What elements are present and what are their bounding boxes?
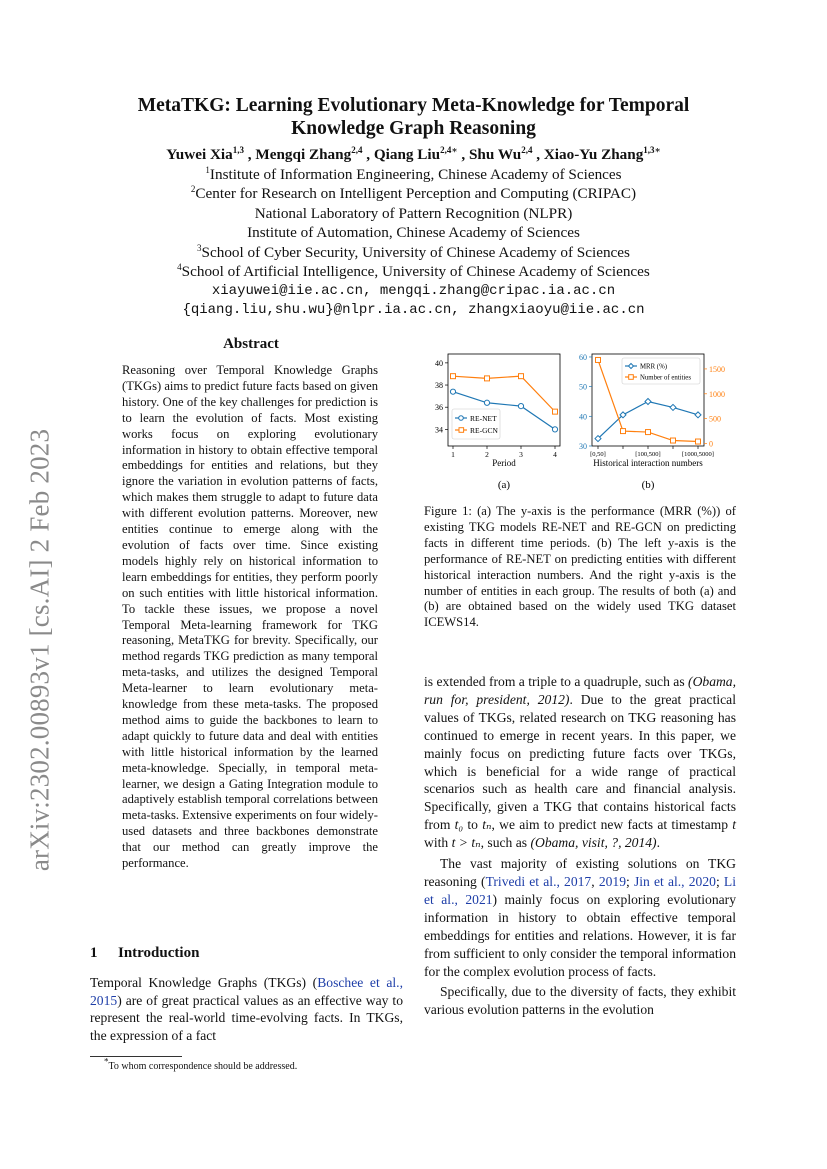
chart-a-point [451, 374, 456, 379]
aff-text: Institute of Information Engineering, Chinese Academy of Sciences [209, 165, 622, 183]
footnote-mark: * [104, 1056, 109, 1067]
chart-b-legend-label: Number of entities [640, 374, 691, 382]
abstract-body: Reasoning over Temporal Knowledge Graphs (TKGs) aims to predict future facts based on given history. One of the key challenges for prediction is to learn the evolution of facts. Most existing works focus on exploring evolutionary information in history to obtain effective temporal embeddings for entities and relations, but they ignore the variation in evolution patterns of facts, which makes them struggle to adapt to future data with different evolution patterns. Moreover, new entities continue to emerge along with the evolution of facts over time. Since existing models highly rely on historical information to learn embeddings for entities, they perform poorly on such entities with little historical information. To tackle these issues, we propose a novel Temporal Meta-learning framework for TKG reasoning, MetaTKG for brevity. Specifically, our method regards TKG prediction as many temporal meta-tasks, and utilizes the designed Temporal Meta-learner to learn evolutionary meta-knowledge from these meta-tasks. The proposed method aims to guide the backbones to learn to adapt quickly to future data and deal with entities with little historical information by the learned meta-knowledge. Specially, in temporal meta-learner, we design a Gating Integration module to adaptively establish temporal correlations between meta-tasks. Extensive experiments on four widely-used datasets and three backbones demonstrate that our method can greatly improve the performance. [122, 363, 379, 871]
author-2: Mengqi Zhang [255, 146, 352, 163]
arxiv-sidebar [10, 380, 70, 920]
chart-a-line-re-gcn [453, 376, 555, 411]
aff-text: Center for Research on Intelligent Perception and Computing (CRIPAC) [195, 185, 637, 202]
author-names [100, 145, 727, 165]
chart-a-point [484, 400, 489, 405]
chart-b-xtick-label: [1000,5000] [682, 451, 714, 458]
chart-b [572, 350, 737, 495]
text-run: The vast majority of existing solutions on TKG reasoning ( [424, 856, 736, 889]
affiliation-1 [100, 165, 727, 185]
chart-b-xlabel: Historical interaction numbers [593, 458, 703, 468]
chart-b-point [596, 357, 601, 362]
text-run: . Due to the great practical values of TKGs, related research on TKG reasoning has continued to emerge in recent years. In this paper, we mainly focus on predicting future facts over TKGs, which is beneficial for a wide range of practical scenarios such as health care and financial analysis. Specifically, given a TKG that contains historical facts from [424, 691, 736, 833]
figure-caption: Figure 1: (a) The y-axis is the performance (MRR (%)) of existing TKG models RE-NET and RE-GCN on predicting facts in different time periods. (b) The left y-axis is the performance of RE-NET on predicting entities with different historical interaction numbers. And the right y-axis is the number of entities in each group. The results of both (a) and (b) are obtained based on the widely used TKG dataset ICEWS14. [424, 504, 736, 630]
math-inline: t₀ [454, 817, 464, 833]
chart-a-xtick-label: 1 [451, 450, 455, 459]
chart-a-ytick-label: 34 [435, 425, 443, 435]
author-block [100, 145, 727, 321]
chart-b-ytick-right-label: 1000 [709, 389, 725, 399]
section-title: Introduction [118, 945, 200, 961]
author-sep: , [457, 146, 469, 163]
intro-paragraph [90, 974, 403, 1044]
chart-a-legend-label: RE-NET [470, 414, 497, 423]
chart-a-point [552, 427, 557, 432]
right-column-text [424, 673, 736, 1019]
affiliation-2c: Institute of Automation, Chinese Academy of Sciences [247, 224, 580, 241]
chart-a-panel-label: (a) [497, 479, 511, 491]
chart-b-legend-marker [629, 375, 634, 380]
text-run: ; [626, 873, 634, 889]
aff-sup: 3 [197, 242, 202, 253]
title-line-2: Knowledge Graph Reasoning [291, 118, 536, 139]
chart-b-ytick-left-label: 40 [579, 412, 587, 422]
intro-text: ) are of great practical values as an effective way to represent the real-world time-evolving facts. In TKGs, the expression of a fact [90, 992, 403, 1043]
citation-link[interactable]: Trivedi et al., 2017 [485, 873, 592, 889]
right-paragraph-3: Specifically, due to the diversity of facts, they exhibit various evolution patterns in the evolution [424, 984, 736, 1018]
aff-text: School of Cyber Security, University of Chinese Academy of Sciences [201, 243, 630, 261]
text-run: to [463, 817, 483, 833]
citation-link[interactable]: 2019 [598, 873, 626, 889]
aff-sup: 4 [177, 261, 182, 272]
chart-b-ytick-right-label: 1500 [709, 364, 725, 374]
chart-a-ytick-label: 38 [435, 381, 443, 391]
math-inline: (Obama, run for, president, 2012) [424, 674, 736, 707]
math-inline: (Obama, visit, ?, 2014) [530, 835, 657, 851]
section-number: 1 [90, 945, 98, 961]
author-sep: , [532, 146, 544, 163]
math-inline: tₙ [482, 817, 492, 833]
math-inline: t > tₙ [451, 835, 481, 851]
chart-b-xtick-label: [0,50] [590, 451, 606, 458]
author-sep: , [244, 146, 256, 163]
chart-a-legend-marker [459, 416, 464, 421]
email-line-2: {qiang.liu,shu.wu}@nlpr.ia.ac.cn, zhangxiaoyu@iie.ac.cn [182, 302, 645, 318]
title-line-1: MetaTKG: Learning Evolutionary Meta-Knowledge for Temporal [137, 95, 690, 116]
chart-b-point [671, 438, 676, 443]
chart-b-point [646, 430, 651, 435]
chart-b-ytick-left-label: 60 [579, 352, 587, 362]
affiliation-2 [100, 184, 727, 204]
chart-a-point [519, 374, 524, 379]
chart-a-xtick-label: 4 [553, 450, 557, 459]
text-run: , we aim to predict new facts at timestamp [491, 817, 733, 833]
chart-a-ytick-label: 40 [435, 358, 443, 368]
author-5: Xiao-Yu Zhang [543, 146, 644, 163]
affiliation-2b: National Laboratory of Pattern Recognition (NLPR) [254, 204, 573, 222]
author-2-sup: 2,4 [351, 144, 363, 155]
chart-b-xtick-label: [100,500] [635, 451, 661, 458]
chart-a-xtick-label: 3 [519, 450, 523, 459]
text-run: , [591, 873, 599, 889]
chart-a [420, 350, 570, 495]
chart-b-legend-label: MRR (%) [640, 363, 667, 371]
chart-b-ytick-left-label: 30 [579, 442, 587, 451]
chart-b-ytick-right-label: 0 [709, 439, 713, 449]
citation-link[interactable]: Li et al., 2021 [424, 873, 736, 907]
affiliation-4 [100, 262, 727, 282]
chart-b-point [645, 398, 651, 404]
arxiv-identifier: arXiv:2302.00893v1 [cs.AI] 2 Feb 2023 [24, 428, 55, 872]
right-paragraph-1 [424, 673, 736, 852]
chart-a-point [485, 376, 490, 381]
footnote-text: To whom correspondence should be addressed. [108, 1061, 298, 1072]
author-3: Qiang Liu [373, 146, 441, 163]
chart-a-xlabel: Period [492, 458, 516, 468]
text-run: ) mainly focus on exploring evolutionary information in history to obtain effective temporal embeddings for entities and relations. However, it is far from sufficient to only consider the temporal information for the complex evolution process of facts. [424, 891, 736, 979]
chart-b-point [695, 412, 701, 418]
aff-text: School of Artificial Intelligence, University of Chinese Academy of Sciences [181, 263, 650, 280]
text-run: , such as [480, 835, 531, 851]
citation-link[interactable]: Jin et al., 2020 [633, 873, 716, 889]
chart-b-point [670, 404, 676, 410]
chart-b-panel-label: (b) [641, 479, 655, 491]
affiliation-3 [100, 243, 727, 263]
footnote [104, 1056, 298, 1072]
chart-a-xtick-label: 2 [485, 450, 489, 459]
chart-a-legend-label: RE-GCN [470, 426, 498, 435]
intro-text: Temporal Knowledge Graphs (TKGs) ( [90, 975, 318, 990]
right-paragraph-2 [424, 855, 736, 980]
author-4: Shu Wu [468, 146, 522, 163]
aff-sup: 2 [190, 183, 196, 194]
email-line-1: xiayuwei@iie.ac.cn, mengqi.zhang@cripac.ia.ac.cn [211, 282, 616, 299]
author-5-sup: 1,3∗ [643, 144, 661, 155]
text-run: is extended from a triple to a quadruple, such as [424, 674, 685, 689]
chart-b-point [696, 439, 701, 444]
aff-sup: 1 [205, 164, 210, 175]
paper-title [100, 94, 727, 140]
author-sep: , [362, 146, 374, 163]
chart-b-point [621, 429, 626, 434]
chart-b-ytick-right-label: 500 [709, 414, 721, 424]
text-run: ; [715, 873, 724, 889]
abstract-heading: Abstract [223, 336, 279, 352]
math-inline: t [732, 817, 736, 833]
chart-a-point [518, 403, 523, 408]
chart-a-point [450, 389, 455, 394]
citation-link[interactable]: Boschee et al., 2015 [90, 975, 403, 1008]
author-3-sup: 2,4∗ [440, 144, 458, 155]
text-run: with [424, 835, 452, 851]
chart-a-legend-marker [459, 428, 464, 433]
chart-b-ytick-left-label: 50 [579, 382, 587, 392]
author-1-sup: 1,3 [232, 144, 244, 155]
section-heading-introduction [90, 945, 199, 962]
author-4-sup: 2,4 [521, 144, 533, 155]
author-1: Yuwei Xia [166, 146, 233, 163]
chart-a-ytick-label: 36 [435, 403, 443, 413]
chart-a-point [553, 409, 558, 414]
text-run: . [656, 835, 660, 851]
